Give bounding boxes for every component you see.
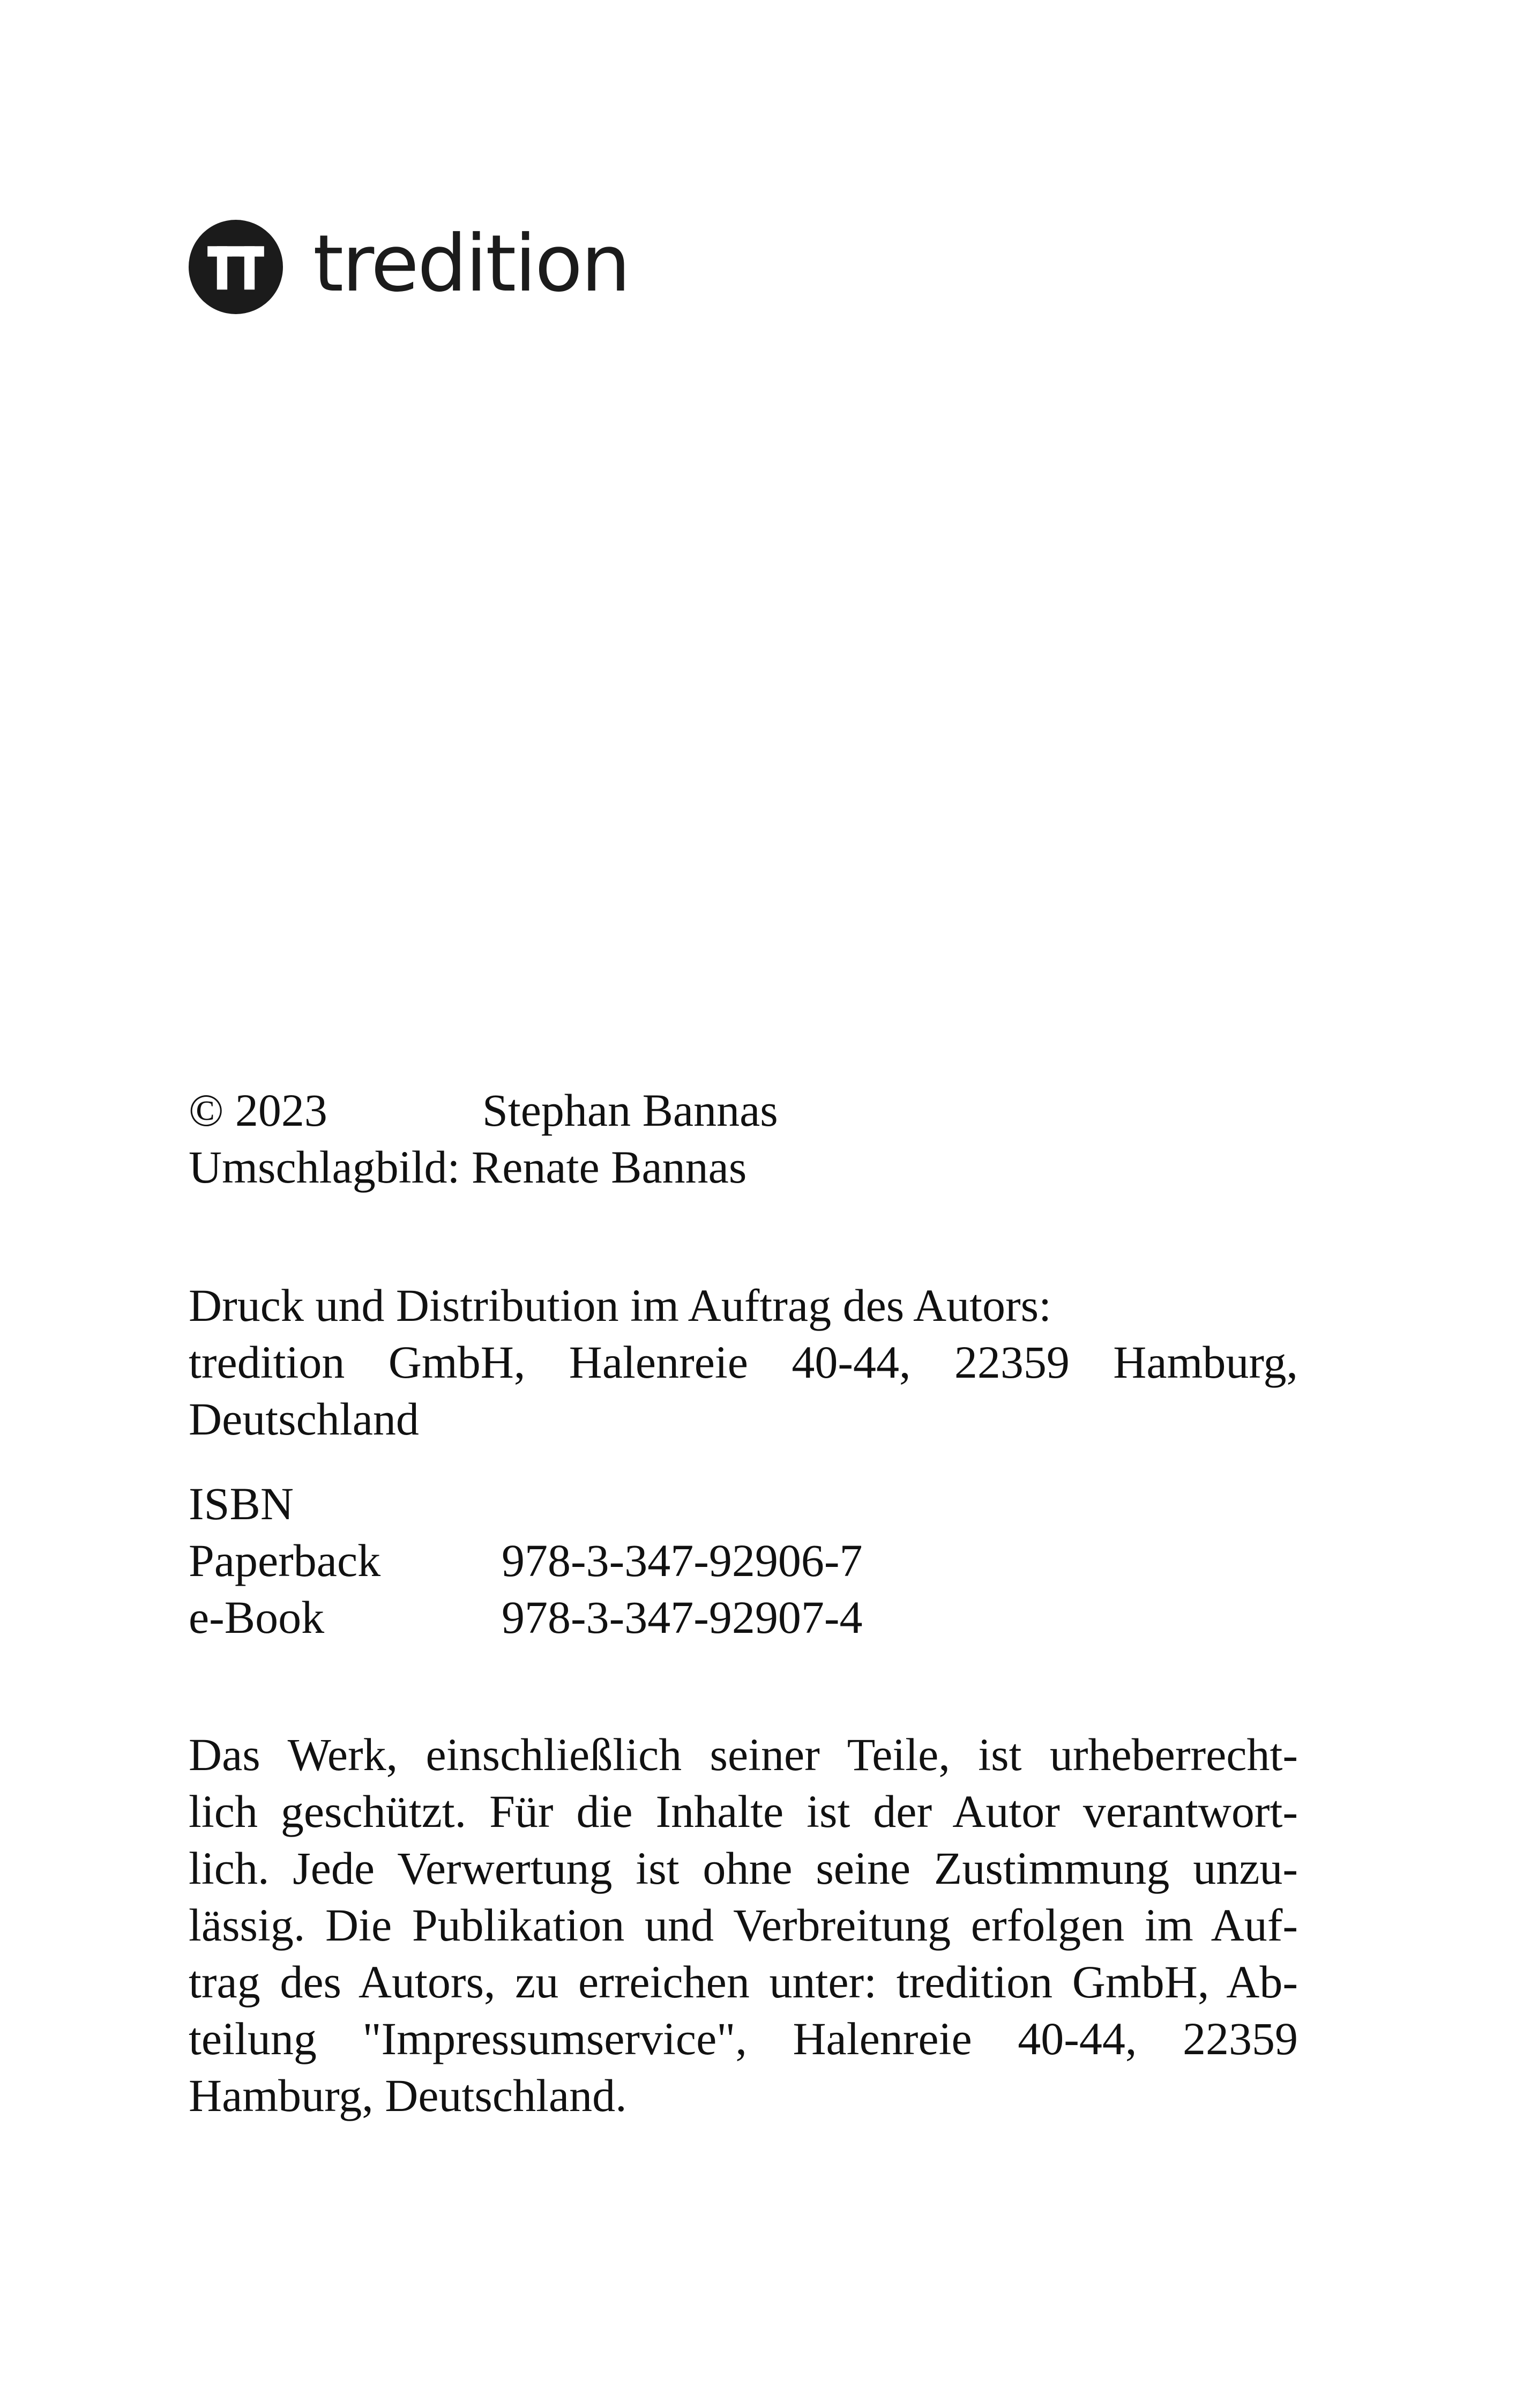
isbn-label: Paperback [189,1535,381,1586]
print-line-2: tredition GmbH, Halenreie 40-44, 22359 Hamburg, [189,1336,1298,1388]
legal-line-1: Das Werk, einschließlich seiner Teile, ist urheberrecht- [189,1729,1298,1780]
isbn-value: 978-3-347-92906-7 [502,1535,863,1586]
copyright-line [189,1082,1298,1139]
legal-line-4: lässig. Die Publikation und Verbreitung erfolgen im Auf- [189,1899,1298,1951]
isbn-entry-ebook [189,1589,1298,1646]
isbn-block [189,1475,1298,1646]
cover-credit: Umschlagbild: Renate Bannas [189,1141,747,1193]
legal-line-3: lich. Jede Verwertung ist ohne seine Zustimmung unzu- [189,1842,1298,1894]
author-name: Stephan Bannas [482,1084,778,1136]
legal-line-2: lich geschützt. Für die Inhalte ist der Autor verantwort- [189,1786,1298,1837]
legal-line-5: trag des Autors, zu erreichen unter: tredition GmbH, Ab- [189,1956,1298,2008]
copyright-block [189,1082,1298,1195]
print-line-3: Deutschland [189,1393,419,1445]
isbn-label: e-Book [189,1592,325,1643]
legal-line-6: teilung "Impressumservice", Halenreie 40-44, 22359 [189,2013,1298,2064]
isbn-entry-paperback [189,1532,1298,1589]
legal-line-7: Hamburg, Deutschland. [189,2070,627,2121]
print-distribution-block [189,1277,1298,1447]
isbn-value: 978-3-347-92907-4 [502,1592,863,1643]
isbn-heading: ISBN [189,1478,294,1529]
publisher-logo-text: tredition [313,218,629,309]
tredition-tt-icon [189,220,283,314]
publisher-logo [189,219,629,315]
print-line-1: Druck und Distribution im Auftrag des Autors: [189,1280,1051,1331]
copyright-year: © 2023 [189,1084,327,1136]
legal-notice [189,1726,1298,2124]
